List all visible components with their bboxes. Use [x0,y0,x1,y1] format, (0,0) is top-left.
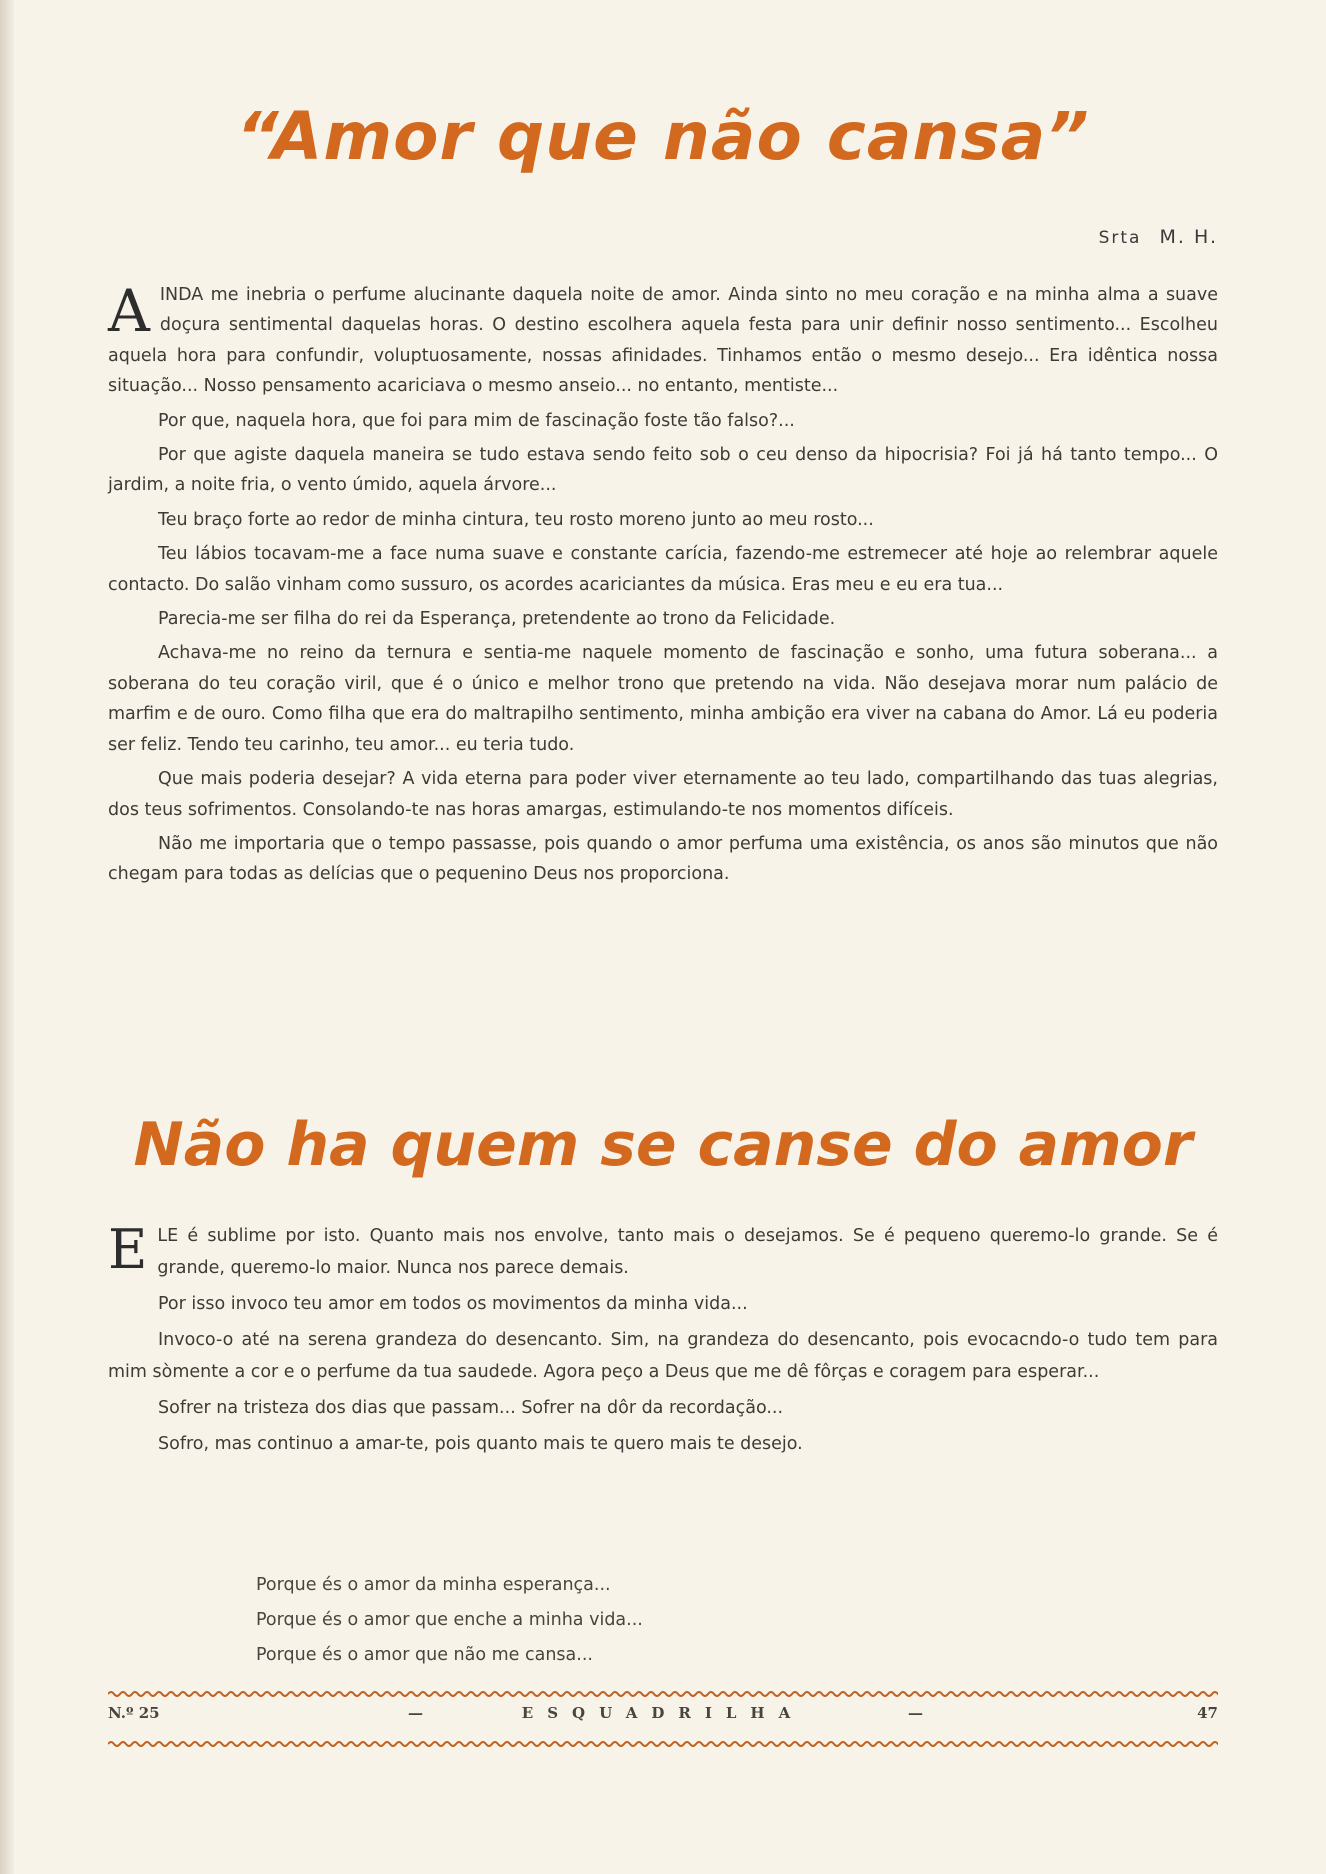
article2-body [108,1220,1218,1464]
article2-paragraph [108,1220,1218,1284]
paragraph-text: INDA me inebria o perfume alucinante daquela noite de amor. Ainda sinto no meu coração e na minha alma a suave doçura sentimental daquelas horas. O destino escolhera aquela festa para unir definir nosso sentimento... Escolheu aquela hora para confundir, voluptuosamente, nossas afinidades. Tinhamos então o mesmo desejo... Era idêntica nossa situação... Nosso pensamento acariciava o mesmo anseio... no entanto, mentiste... [108,285,1218,397]
article1-body [108,277,1218,894]
dropcap-letter: E [108,1218,148,1281]
author-name: M. H. [1159,226,1218,248]
verse-line: Porque és o amor que não me cansa... [256,1645,593,1665]
page-footer [108,1704,1218,1734]
magazine-name: ESQUADRILHA [521,1704,805,1722]
article1-paragraph: Não me importaria que o tempo passasse, pois quando o amor perfuma uma existência, os anos são minutos que não chegam para todas as delícias que o pequenino Deus nos proporciona. [108,833,1218,885]
article1-paragraph: Por que, naquela hora, que foi para mim de fascinação foste tão falso?... [158,410,795,431]
wavy-rule-top [108,1690,1218,1698]
paragraph-text: LE é sublime por isto. Quanto mais nos envolve, tanto mais o desejamos. Se é pequeno queremo-lo grande. Se é grande, queremo-lo maior. Nunca nos parece demais. [157,1226,1218,1278]
article2-title: Não ha quem se canse do amor [133,1110,1193,1180]
footer-dash: — [908,1704,923,1722]
article1-paragraph: Parecia-me ser filha do rei da Esperança, pretendente ao trono da Felicidade. [158,609,836,630]
dropcap-letter: A [108,277,150,345]
author-prefix: Srta [1098,228,1142,248]
article1-paragraph: Achava-me no reino da ternura e sentia-me naquele momento de fascinação e sonho, uma futura soberana... a soberana do teu coração viril, que é o único e melhor trono que pretendo na vida. Não desejava morar num palácio de marfim e de ouro. Como filha que era do maltrapilho sentimento, minha ambição era viver na cabana do Amor. Lá eu poderia ser feliz. Tendo teu carinho, teu amor... eu teria tudo. [108,643,1218,755]
wavy-rule-bottom [108,1740,1218,1748]
page-edge [0,0,14,1874]
article2-paragraph: Invoco-o até na serena grandeza do desencanto. Sim, na grandeza do desencanto, pois evocacndo-o tudo tem para mim sòmente a cor e o perfume da tua saudede. Agora peço a Deus que me dê fôrças e coragem para esperar... [108,1330,1218,1382]
article1-paragraph: Teu braço forte ao redor de minha cintura, teu rosto moreno junto ao meu rosto... [158,509,874,530]
verse-line: Porque és o amor da minha esperança... [256,1575,611,1595]
article2-paragraph: Sofrer na tristeza dos dias que passam... Sofrer na dôr da recordação... [158,1398,784,1418]
article2-paragraph: Por isso invoco teu amor em todos os movimentos da minha vida... [158,1294,748,1314]
article1-paragraph: Que mais poderia desejar? A vida eterna para poder viver eternamente ao teu lado, compartilhando das tuas alegrias, dos teus sofrimentos. Consolando-te nas horas amargas, estimulando-te nos momentos difíceis. [108,769,1218,820]
article1-author [1099,226,1218,248]
article1-title: “Amor que não cansa” [236,98,1090,175]
footer-dash: — [408,1704,423,1722]
article1-paragraph: Teu lábios tocavam-me a face numa suave e constante carícia, fazendo-me estremecer até hoje ao relembrar aquele contacto. Do salão vinham como sussuro, os acordes acariciantes da música. Eras meu e eu era tua... [108,544,1218,595]
article1-paragraph: Por que agiste daquela maneira se tudo estava sendo feito sob o ceu denso da hipocrisia? Foi já há tanto tempo... O jardim, a noite fria, o vento úmido, aquela árvore... [108,445,1218,496]
article1-paragraph [108,277,1218,402]
closing-verse [256,1568,643,1673]
verse-line: Porque és o amor que enche a minha vida... [256,1610,643,1630]
issue-number: N.º 25 [108,1704,160,1722]
page-number: 47 [1197,1704,1218,1722]
article2-paragraph: Sofro, mas continuo a amar-te, pois quanto mais te quero mais te desejo. [158,1434,803,1454]
